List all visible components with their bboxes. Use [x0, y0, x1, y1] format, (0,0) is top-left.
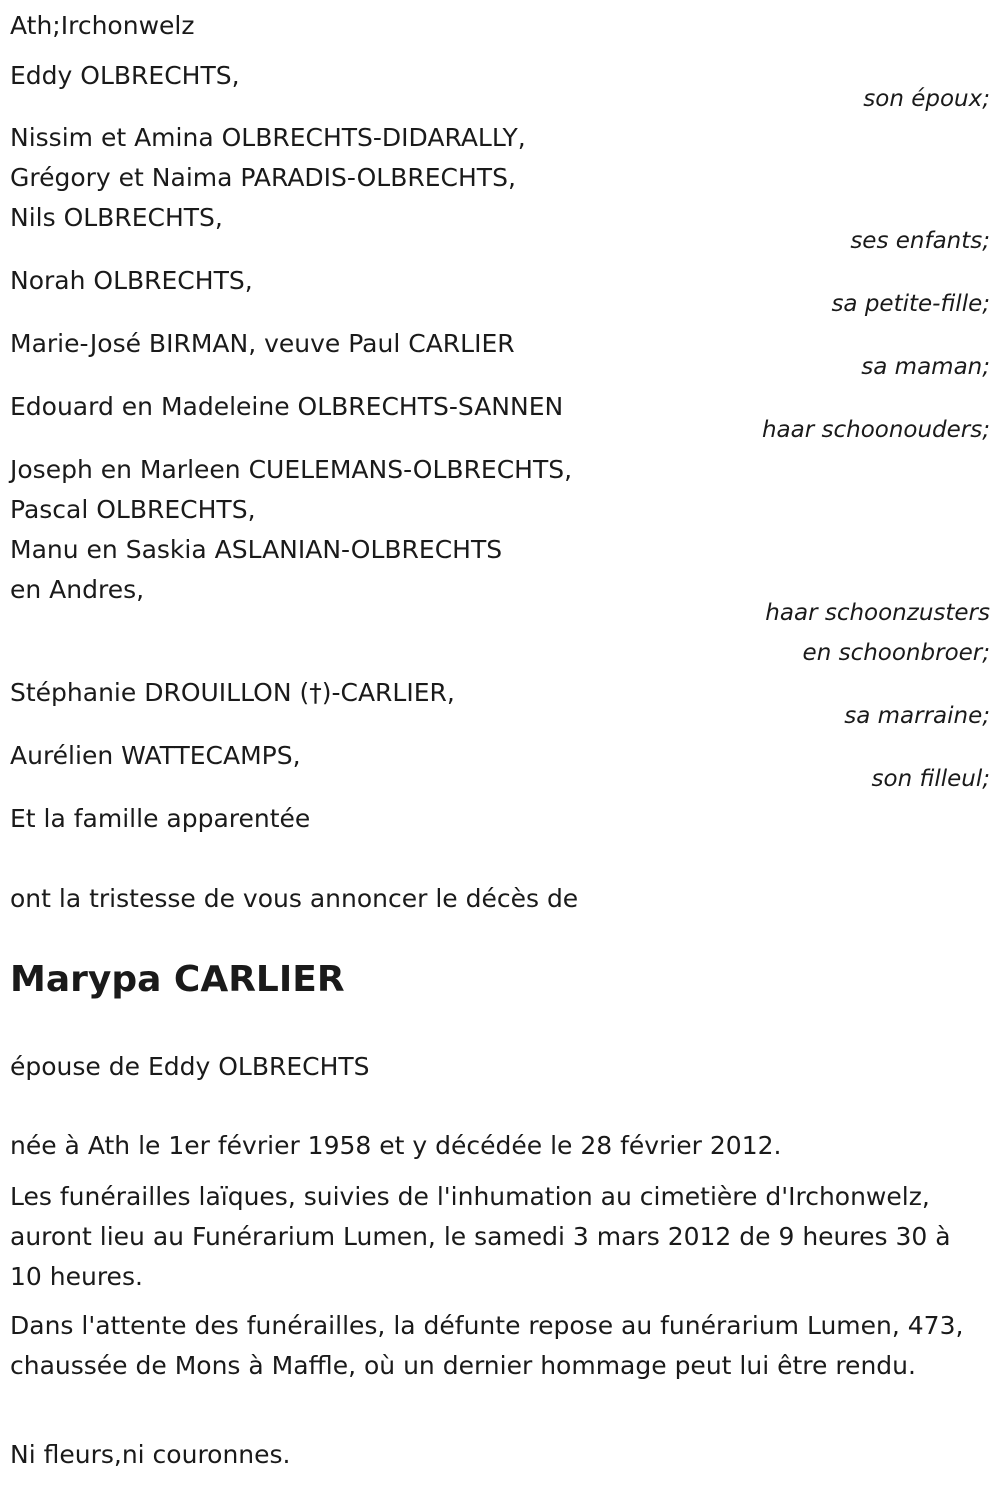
- granddaughter-name: Norah OLBRECHTS,: [10, 266, 253, 295]
- child-name-1: Nissim et Amina OLBRECHTS-DIDARALLY,: [10, 123, 526, 152]
- siblings-relation-line-2: en schoonbroer;: [802, 640, 990, 666]
- place-header: Ath;Irchonwelz: [10, 11, 195, 40]
- mother-relation: sa maman;: [861, 354, 990, 380]
- children-relation: ses enfants;: [850, 228, 990, 254]
- announcement-intro: ont la tristesse de vous annoncer le décès de: [10, 884, 579, 913]
- inlaws-name: Edouard en Madeleine OLBRECHTS-SANNEN: [10, 392, 564, 421]
- godmother-relation: sa marraine;: [844, 703, 990, 729]
- spouse-name: Eddy OLBRECHTS,: [10, 61, 240, 90]
- siblings-relation-line-1: haar schoonzusters: [765, 600, 990, 626]
- godson-relation: son filleul;: [871, 766, 990, 792]
- spouse-of: épouse de Eddy OLBRECHTS: [10, 1052, 370, 1081]
- sibling-name-2: Pascal OLBRECHTS,: [10, 495, 256, 524]
- mother-name: Marie-José BIRMAN, veuve Paul CARLIER: [10, 329, 515, 358]
- sibling-name-4: en Andres,: [10, 575, 145, 604]
- extended-family: Et la famille apparentée: [10, 804, 311, 833]
- sibling-name-1: Joseph en Marleen CUELEMANS-OLBRECHTS,: [10, 455, 573, 484]
- godson-name: Aurélien WATTECAMPS,: [10, 741, 301, 770]
- spouse-relation: son époux;: [863, 86, 990, 112]
- deceased-name: Marypa CARLIER: [10, 959, 345, 1000]
- child-name-2: Grégory et Naima PARADIS-OLBRECHTS,: [10, 163, 516, 192]
- godmother-name: Stéphanie DROUILLON (†)-CARLIER,: [10, 678, 455, 707]
- repose-details: Dans l'attente des funérailles, la défunte repose au funérarium Lumen, 473, chaussée de Mons à Maffle, où un dernier hommage peut lui être rendu.: [10, 1311, 964, 1380]
- child-name-3: Nils OLBRECHTS,: [10, 203, 223, 232]
- inlaws-relation: haar schoonouders;: [761, 417, 990, 443]
- granddaughter-relation: sa petite-fille;: [831, 291, 990, 317]
- flowers-note: Ni fleurs,ni couronnes.: [10, 1440, 291, 1469]
- birth-death-dates: née à Ath le 1er février 1958 et y décédée le 28 février 2012.: [10, 1131, 782, 1160]
- funeral-details: Les funérailles laïques, suivies de l'inhumation au cimetière d'Irchonwelz, auront lieu au Funérarium Lumen, le samedi 3 mars 2012 de 9 heures 30 à 10 heures.: [10, 1182, 951, 1291]
- sibling-name-3: Manu en Saskia ASLANIAN-OLBRECHTS: [10, 535, 503, 564]
